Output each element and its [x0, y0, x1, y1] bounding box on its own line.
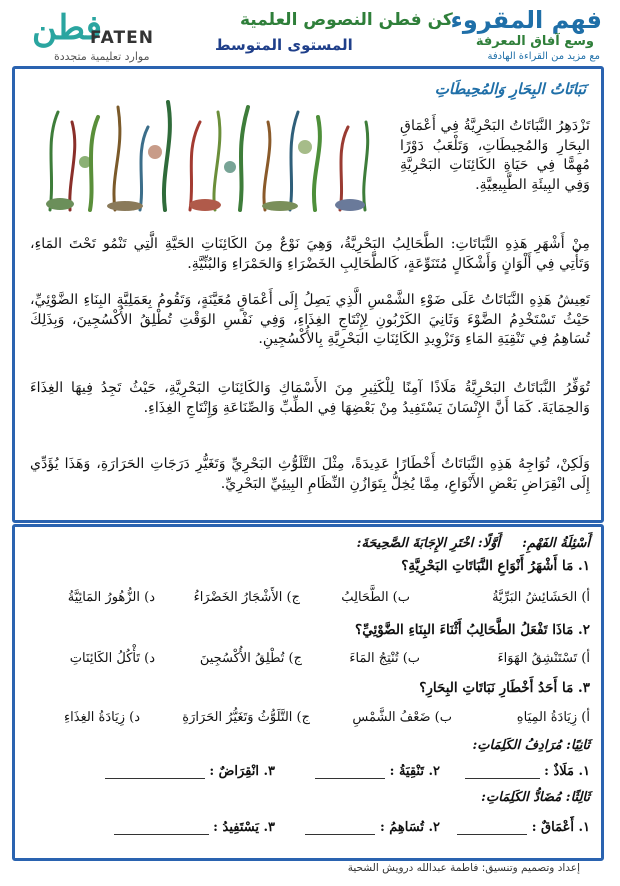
header-title: فهم المقروء: [450, 6, 602, 34]
q1-option-c[interactable]: ج) الأَشْجَارُ الخَضْرَاءُ: [193, 590, 300, 605]
header-tagline: مع مزيد من القراءة الهادفة: [487, 51, 600, 62]
footer-credit: إعداد وتصميم وتنسيق: فاطمة عبدالله درويش الشحية: [347, 862, 580, 874]
paragraph-5: وَلَكِنْ، تُوَاجِهُ هَذِهِ النَّبَاتَاتُ أَخْطَارًا عَدِيدَةً، مِثْلَ التَّلَوُّثِ البَحْرِيِّ وَتَغَيُّرِ دَرَجَاتِ الحَرَارَةِ، وَهَذَا يُؤَدِّي إِلَى انْقِرَاضِ بَعْضِ الأَنْوَاعِ، مِمَّا يُخِلُّ بِتَوَازُنِ النِّظَامِ البِيئِيِّ البَحْرِيِّ.: [30, 456, 590, 492]
header-subtitle: وسع آفاق المعرفة: [475, 34, 594, 49]
paragraph-2: مِنْ أَشْهَرِ هَذِهِ النَّبَاتَاتِ: الطَّحَالِبُ البَحْرِيَّةُ، وَهِيَ نَوْعٌ مِنَ الكَائِنَاتِ الحَيَّةِ الَّتِي تَنْمُو تَحْتَ المَاءِ، وَتَأْتِي فِي أَلْوَانٍ وَأَشْكَالٍ مُتَنَوِّعَةٍ، كَالطَّحَالِبِ الخَضْرَاءِ وَالحَمْرَاءِ وَالبُنِّيَّةِ.: [30, 236, 590, 272]
synonym-1-blank[interactable]: [465, 766, 540, 779]
q2-option-d[interactable]: د) تَأْكُلُ الكَائِنَاتِ: [69, 651, 155, 666]
paragraph-4: تُوَفِّرُ النَّبَاتَاتُ البَحْرِيَّةُ مَلَاذًا آمِنًا لِلْكَثِيرِ مِنَ الأَسْمَاكِ وَالكَائِنَاتِ البَحْرِيَّةِ، حَيْثُ تَجِدُ فِيهَا الغِذَاءَ وَالحِمَايَةَ. كَمَا أَنَّ الإِنْسَانَ يَسْتَفِيدُ مِنْ بَعْضِهَا فِي الطِّبِّ وَالصِّنَاعَةِ وَإِنْتَاجِ الغِذَاءِ.: [30, 380, 590, 416]
antonym-2: ٢. تُسَاهِمُ :: [305, 820, 440, 835]
q2-option-a[interactable]: أ) تَسْتَنْشِقُ الهَوَاءَ: [497, 651, 590, 666]
paragraph-3: تَعِيشُ هَذِهِ النَّبَاتَاتُ عَلَى ضَوْءِ الشَّمْسِ الَّذِي يَصِلُ إِلَى أَعْمَاقٍ مُعَيَّنَةٍ، وَتَقُومُ بِعَمَلِيَّةِ البِنَاءِ الضَّوْئِيِّ، حَيْثُ تَسْتَخْدِمُ الضَّوْءَ وَثَانِيَ الكَرْبُونِ لِإِنْتَاجِ الغِذَاءِ، وَفِي نَفْسِ الوَقْتِ تُطْلِقُ الأُكْسُجِينَ، وَبِذَلِكَ تُسَاهِمُ فِي تَنْقِيَةِ المَاءِ وَتَزْوِيدِ الكَائِنَاتِ البَحْرِيَّةِ بِالأُكْسُجِينِ.: [30, 292, 590, 348]
logo-english: FATEN: [90, 28, 154, 48]
paragraph-1: تَزْدَهِرُ النَّبَاتَاتُ البَحْرِيَّةُ فِي أَعْمَاقِ البِحَارِ وَالمُحِيطَاتِ، وَتَلْعَبُ دَوْرًا مُهِمًّا فِي حَيَاةِ الكَائِنَاتِ البَحْرِيَّةِ وَفِي البِيئَةِ الطَّبِيعِيَّةِ.: [400, 118, 590, 193]
section-synonyms: ثَانِيًا: مُرَادِفُ الكَلِمَاتِ:: [472, 738, 590, 753]
q3-option-a[interactable]: أ) زِيَادَةُ المِيَاهِ: [516, 710, 590, 725]
section-antonyms: ثَالِثًا: مُضَادُّ الكَلِمَاتِ:: [481, 790, 590, 805]
sea-plants-illustration: [30, 92, 380, 212]
synonym-3: ٣. انْقِرَاضٌ :: [105, 764, 275, 779]
question-2: ٢. مَاذَا تَفْعَلُ الطَّحَالِبُ أَثْنَاءَ البِنَاءِ الضَّوْئِيِّ؟: [355, 622, 590, 638]
section-choose: أَوَّلًا: اخْتَرِ الإِجَابَةَ الصَّحِيحَةَ:: [356, 536, 500, 551]
antonym-1-blank[interactable]: [457, 822, 527, 835]
q2-option-b[interactable]: ب) تُنْتِجُ المَاءَ: [349, 651, 420, 666]
question-3: ٣. مَا أَحَدُ أَخْطَارِ نَبَاتَاتِ البِحَارِ؟: [419, 680, 590, 696]
question-1: ١. مَا أَشْهَرُ أَنْوَاعِ النَّبَاتَاتِ البَحْرِيَّةِ؟: [401, 558, 590, 574]
logo-tagline: موارد تعليمية متجددة: [54, 50, 150, 63]
questions-label: أَسْئِلَةُ الفَهْمِ:: [522, 536, 590, 551]
q3-option-d[interactable]: د) زِيَادَةُ الغِذَاءِ: [64, 710, 140, 725]
header-series: كن فطن النصوص العلمية: [240, 10, 453, 30]
antonym-1: ١. أَعْمَاقٌ :: [457, 820, 590, 835]
synonym-2-blank[interactable]: [315, 766, 385, 779]
synonym-2: ٢. تَنْقِيَةُ :: [315, 764, 440, 779]
q3-option-c[interactable]: ج) التَّلَوُّثُ وَتَغَيُّرُ الحَرَارَةِ: [182, 710, 310, 725]
logo-arabic: فطن: [32, 8, 103, 48]
q1-option-b[interactable]: ب) الطَّحَالِبُ: [341, 590, 410, 605]
header-level: المستوى المتوسط: [215, 36, 353, 54]
synonym-3-blank[interactable]: [105, 766, 205, 779]
q1-option-d[interactable]: د) الزُّهُورُ المَائِيَّةُ: [67, 590, 155, 605]
synonym-1: ١. مَلَاذٌ :: [465, 764, 590, 779]
q2-option-c[interactable]: ج) تُطْلِقُ الأُكْسُجِينَ: [199, 651, 302, 666]
q1-option-a[interactable]: أ) الحَشَائِشُ البَرِّيَّةُ: [492, 590, 590, 605]
antonym-3-blank[interactable]: [114, 822, 209, 835]
q3-option-b[interactable]: ب) ضَعْفُ الشَّمْسِ: [352, 710, 452, 725]
antonym-3: ٣. يَسْتَفِيدُ :: [114, 820, 275, 835]
article-title: نَبَاتَاتُ البِحَارِ وَالمُحِيطَاتِ: [434, 80, 586, 98]
antonym-2-blank[interactable]: [305, 822, 375, 835]
